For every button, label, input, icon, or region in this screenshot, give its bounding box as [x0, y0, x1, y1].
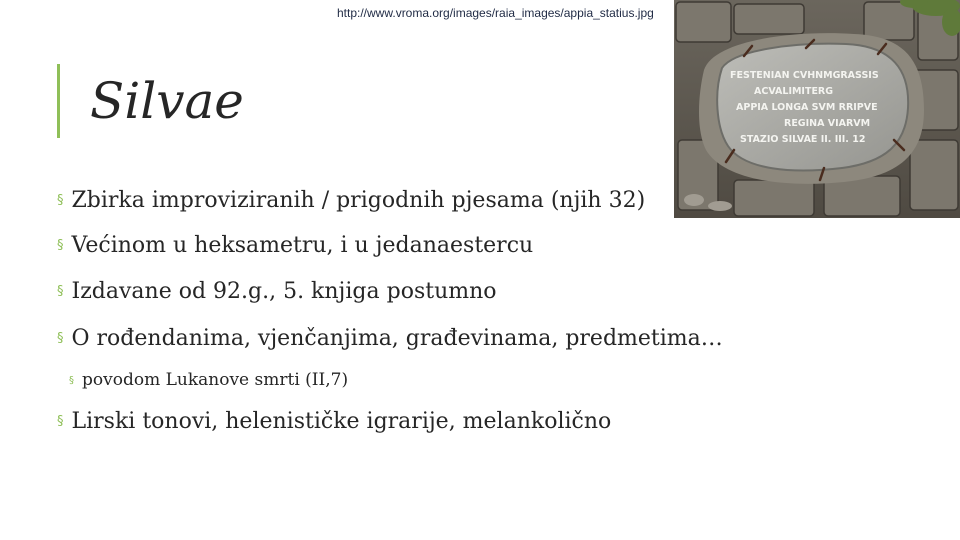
- list-item: [57, 233, 533, 258]
- inscription-line-3: APPIA LONGA SVM RRIPVE: [736, 102, 878, 113]
- bullet-marker: §: [57, 238, 64, 253]
- bullet-text: Izdavane od 92.g., 5. knjiga postumno: [71, 279, 497, 304]
- bullet-text: Zbirka improviziranih / prigodnih pjesama (njih 32): [71, 188, 646, 213]
- inscription-photo: [674, 0, 960, 218]
- bullet-marker: §: [57, 193, 64, 208]
- slide-title: Silvae: [90, 72, 244, 130]
- image-source-url: http://www.vroma.org/images/raia_images/appia_statius.jpg: [337, 6, 654, 20]
- title-accent-bar: [57, 64, 60, 138]
- bullet-marker: §: [57, 331, 64, 346]
- inscription-line-4: REGINA VIARVM: [784, 118, 871, 129]
- bullet-marker: §: [69, 375, 74, 386]
- bullet-marker: §: [57, 414, 64, 429]
- bullet-text: povodom Lukanove smrti (II,7): [82, 370, 349, 390]
- list-item: [57, 409, 611, 434]
- inscription-line-2: ACVALIMITERG: [754, 86, 834, 97]
- bullet-text: Lirski tonovi, helenističke igrarije, melankolično: [71, 409, 612, 434]
- inscription-line-5: STAZIO SILVAE II. III. 12: [740, 134, 866, 145]
- list-item: [57, 326, 723, 351]
- bullet-marker: §: [57, 284, 64, 299]
- list-item: [57, 279, 497, 304]
- inscription-line-1: FESTENIAN CVHNMGRASSIS: [730, 70, 879, 81]
- list-item-sub: [69, 370, 348, 390]
- bullet-text: Većinom u heksametru, i u jedanaestercu: [71, 233, 534, 258]
- list-item: [57, 188, 645, 213]
- bullet-text: O rođendanima, vjenčanjima, građevinama, predmetima…: [71, 326, 723, 351]
